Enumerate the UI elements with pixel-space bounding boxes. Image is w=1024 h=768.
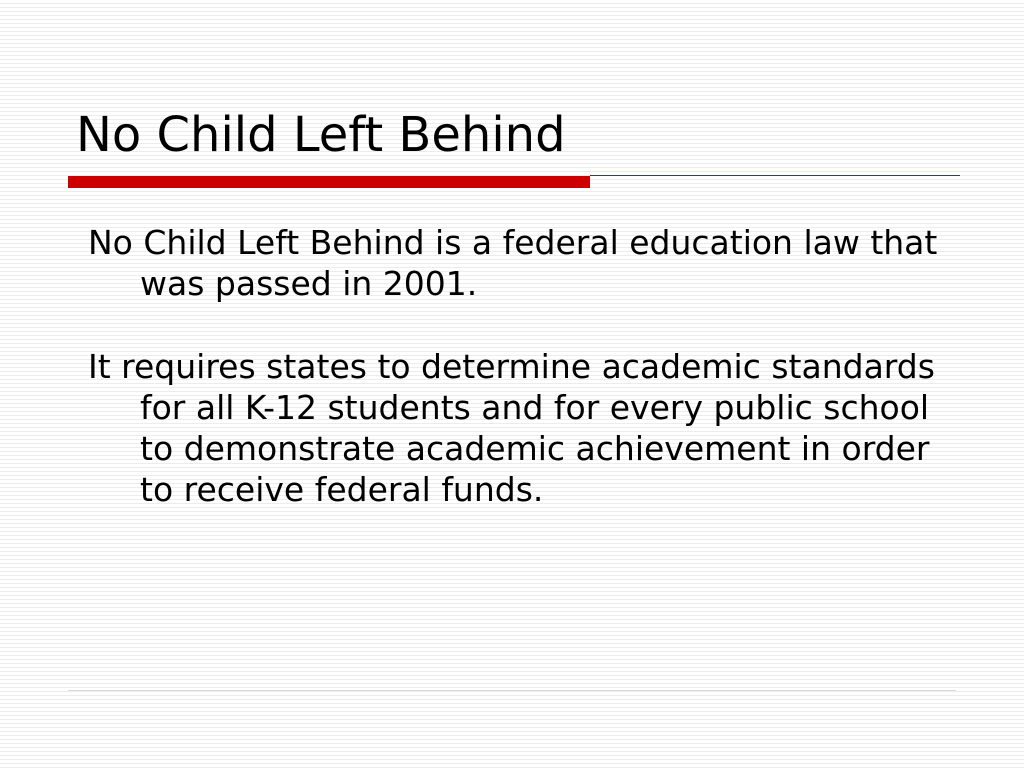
bullet-item: It requires states to determine academic standards for all K-12 students and for every public school to demonstrate academic achievement in order to receive federal funds. (88, 347, 935, 509)
bullet-list (88, 222, 948, 552)
bullet-item: No Child Left Behind is a federal education law that was passed in 2001. (88, 223, 938, 303)
title-underline-accent (68, 176, 590, 188)
title-underline-thin (590, 175, 960, 176)
footer-divider (68, 690, 956, 691)
slide-title: No Child Left Behind (76, 107, 566, 163)
